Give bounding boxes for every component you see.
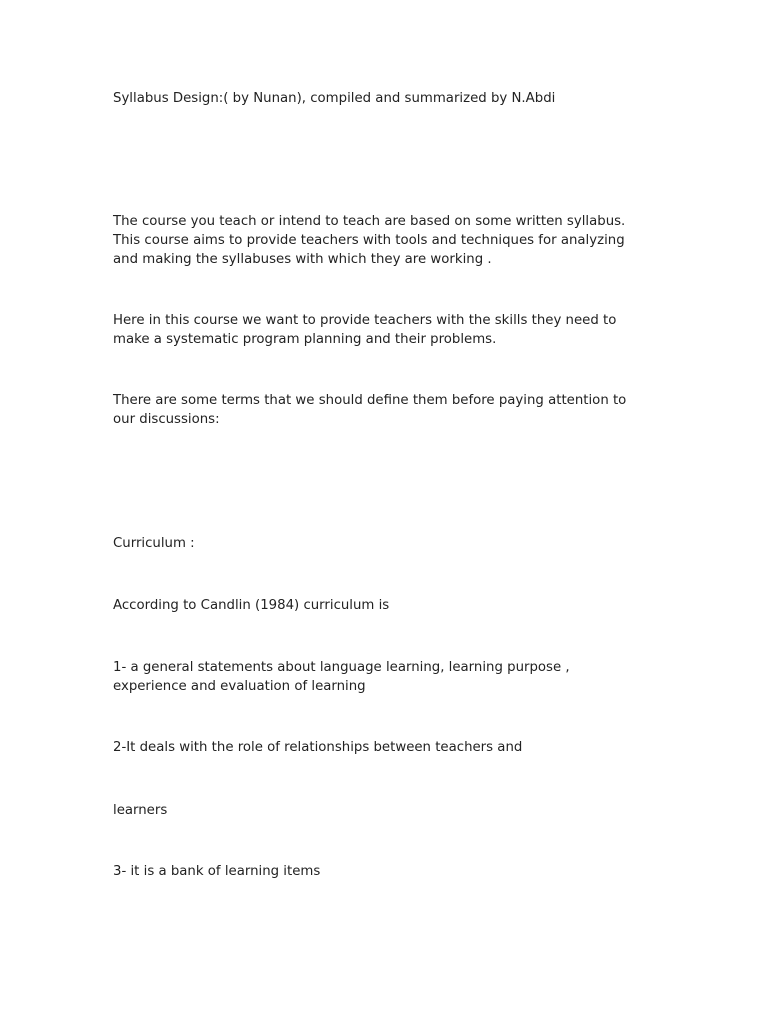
paragraph-1-line-1: The course you teach or intend to teach are based on some written syllabus. xyxy=(113,214,626,229)
curriculum-heading: Curriculum : xyxy=(113,536,195,551)
paragraph-2-line-1: Here in this course we want to provide teachers with the skills they need to xyxy=(113,313,617,328)
list-item-2-line-2: learners xyxy=(113,803,168,818)
list-item-3: 3- it is a bank of learning items xyxy=(113,864,321,879)
paragraph-3-line-1: There are some terms that we should define them before paying attention to xyxy=(113,393,627,408)
list-item-2-line-1: 2-It deals with the role of relationships between teachers and xyxy=(113,740,523,755)
paragraph-1-line-2: This course aims to provide teachers with tools and techniques for analyzing xyxy=(113,233,625,248)
candlin-intro: According to Candlin (1984) curriculum is xyxy=(113,598,390,613)
list-item-1-line-1: 1- a general statements about language learning, learning purpose , xyxy=(113,660,570,675)
paragraph-2-line-2: make a systematic program planning and their problems. xyxy=(113,332,497,347)
paragraph-3-line-2: our discussions: xyxy=(113,412,220,427)
document-title: Syllabus Design:( by Nunan), compiled and summarized by N.Abdi xyxy=(113,91,556,106)
paragraph-1-line-3: and making the syllabuses with which they are working . xyxy=(113,252,492,267)
list-item-1-line-2: experience and evaluation of learning xyxy=(113,679,366,694)
